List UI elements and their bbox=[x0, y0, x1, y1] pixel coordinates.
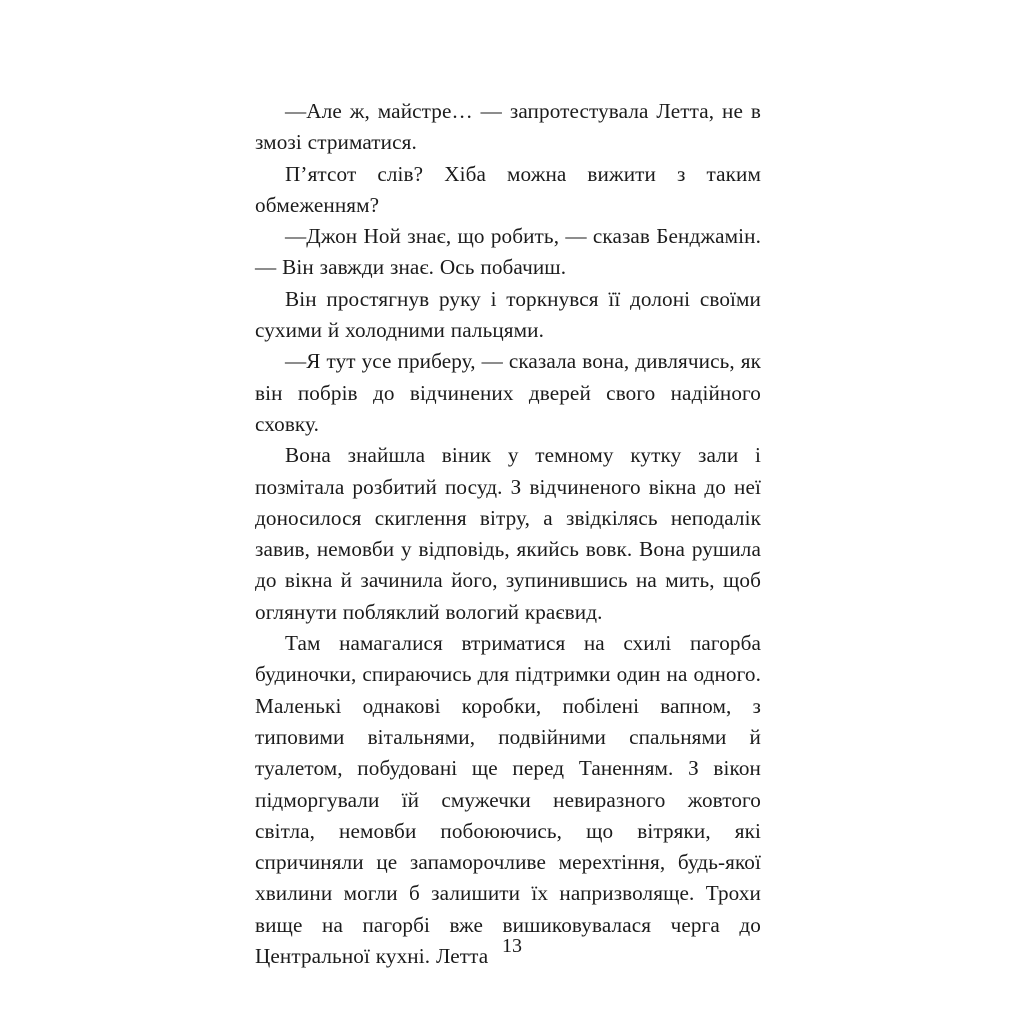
paragraph-2: П’ятсот слів? Хіба можна вижити з таким обмеженням? bbox=[255, 161, 761, 217]
paragraph-6: Вона знайшла віник у темному кутку зали і позмітала розбитий посуд. З відчиненого вікна до неї доносилося скиглення вітру, а звідкілясь неподалік завив, немовби у відповідь, якийсь вовк. Вона рушила до вікна й зачинила його, зупинившись на мить, щоб оглянути побляклий вологий краєвид. bbox=[255, 443, 761, 624]
paragraph-7: Там намагалися втриматися на схилі пагорба будиночки, спираючись для підтримки один на одного. Маленькі однакові коробки, побілені вапном, з типовими вітальнями, подвійними спальнями й туалетом, побудовані ще перед Таненням. З вікон підморгували їй смужечки невиразного жовтого світла, немовби побоюючись, що вітряки, які спричиняли це запаморочливе мерехтіння, будь-якої хвилини могли б залишити їх напризволяще. Трохи вище на пагорбі вже вишиковувалася черга до Центральної кухні. Летта bbox=[255, 631, 761, 969]
paragraph-4: Він простягнув руку і торкнувся її долоні своїми сухими й холодними пальцями. bbox=[255, 286, 761, 343]
paragraph-3: —Джон Ной знає, що робить, — сказав Бенджамін. — Він завжди знає. Ось побачиш. bbox=[255, 224, 761, 280]
paragraph-5: —Я тут усе приберу, — сказала вона, дивлячись, як він побрів до відчинених дверей свого надійного сховку. bbox=[255, 349, 761, 436]
paragraph-1: —Але ж, майстре… — запротестувала Летта, не в змозі стриматися. bbox=[255, 99, 761, 155]
page-number: 13 bbox=[502, 935, 522, 957]
body-text-column bbox=[255, 96, 761, 972]
